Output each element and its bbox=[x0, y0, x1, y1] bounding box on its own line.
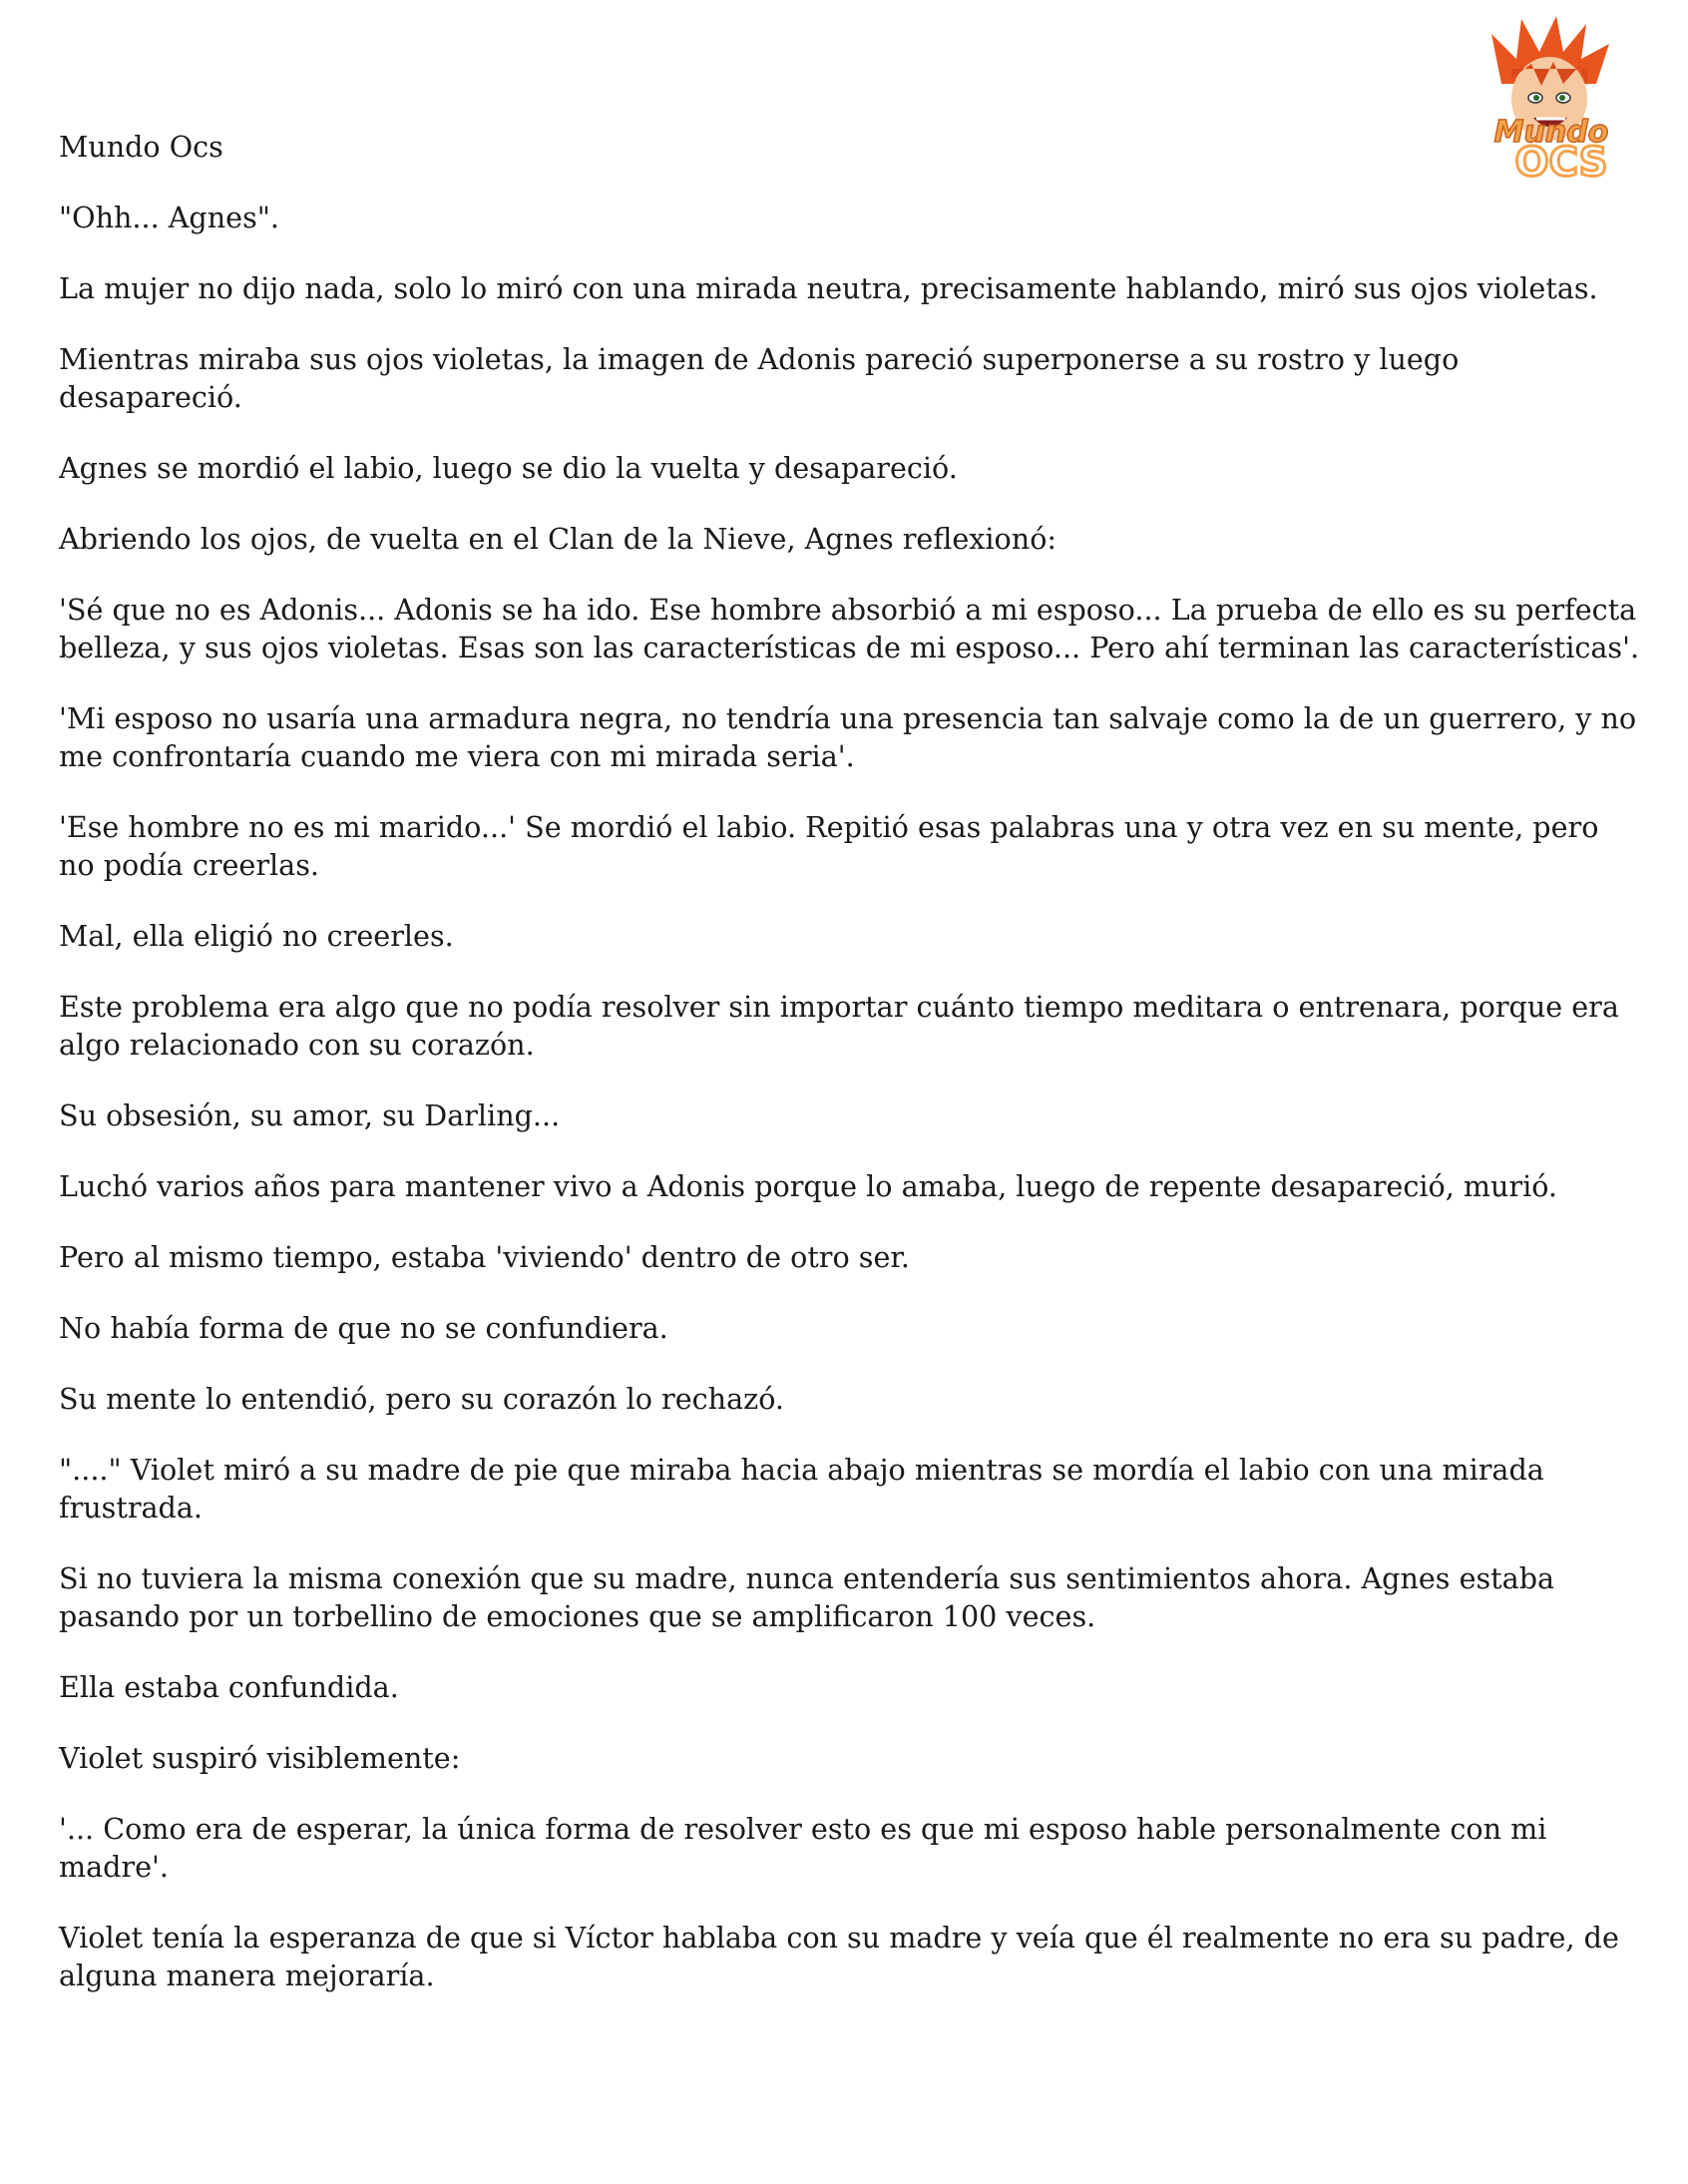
paragraph: Violet suspiró visiblemente: bbox=[59, 1741, 461, 1775]
paragraph: Abriendo los ojos, de vuelta en el Clan de la Nieve, Agnes reflexionó: bbox=[59, 522, 1057, 556]
document-header: Mundo Ocs bbox=[59, 130, 223, 164]
paragraph: Mal, ella eligió no creerles. bbox=[59, 919, 454, 953]
paragraph: No había forma de que no se confundiera. bbox=[59, 1311, 668, 1345]
paragraph: Luchó varios años para mantener vivo a Adonis porque lo amaba, luego de repente desapareció, murió. bbox=[59, 1169, 1558, 1203]
paragraph: Este problema era algo que no podía resolver sin importar cuánto tiempo meditara o entrenara, porque era algo relacionado con su corazón. bbox=[59, 990, 1619, 1062]
paragraph: 'Ese hombre no es mi marido...' Se mordió el labio. Repitió esas palabras una y otra vez en su mente, pero no podía creerlas. bbox=[59, 810, 1599, 882]
svg-text:OCS: OCS bbox=[1514, 140, 1608, 184]
paragraph: Su mente lo entendió, pero su corazón lo rechazó. bbox=[59, 1382, 784, 1416]
paragraph: Pero al mismo tiempo, estaba 'viviendo' dentro de otro ser. bbox=[59, 1240, 910, 1274]
paragraph: '... Como era de esperar, la única forma de resolver esto es que mi esposo hable personalmente con mi madre'. bbox=[59, 1812, 1547, 1884]
paragraph: 'Mi esposo no usaría una armadura negra, no tendría una presencia tan salvaje como la de un guerrero, y no me confrontaría cuando me viera con mi mirada seria'. bbox=[59, 701, 1637, 773]
paragraph: "Ohh... Agnes". bbox=[59, 201, 279, 234]
paragraph: Violet tenía la esperanza de que si Víctor hablaba con su madre y veía que él realmente no era su padre, de alguna manera mejoraría. bbox=[59, 1921, 1619, 1992]
paragraph: Su obsesión, su amor, su Darling... bbox=[59, 1098, 561, 1132]
paragraph: Ella estaba confundida. bbox=[59, 1670, 399, 1704]
paragraph: Mientras miraba sus ojos violetas, la imagen de Adonis pareció superponerse a su rostro y luego desapareció. bbox=[59, 342, 1460, 414]
paragraph: Si no tuviera la misma conexión que su madre, nunca entendería sus sentimientos ahora. Agnes estaba pasando por un torbellino de emociones que se amplificaron 100 veces. bbox=[59, 1561, 1555, 1633]
svg-text:Mundo: Mundo bbox=[1493, 115, 1609, 150]
document-body bbox=[59, 128, 1640, 2027]
paragraph: "...." Violet miró a su madre de pie que miraba hacia abajo mientras se mordía el labio con una mirada frustrada. bbox=[59, 1453, 1544, 1525]
paragraph: 'Sé que no es Adonis... Adonis se ha ido. Ese hombre absorbió a mi esposo... La prueba de ello es su perfecta belleza, y sus ojos violetas. Esas son las características de mi esposo... Pero ahí terminan las características'. bbox=[59, 593, 1640, 664]
paragraph: La mujer no dijo nada, solo lo miró con una mirada neutra, precisamente hablando, miró sus ojos violetas. bbox=[59, 271, 1598, 305]
paragraph: Agnes se mordió el labio, luego se dio la vuelta y desapareció. bbox=[59, 451, 958, 485]
